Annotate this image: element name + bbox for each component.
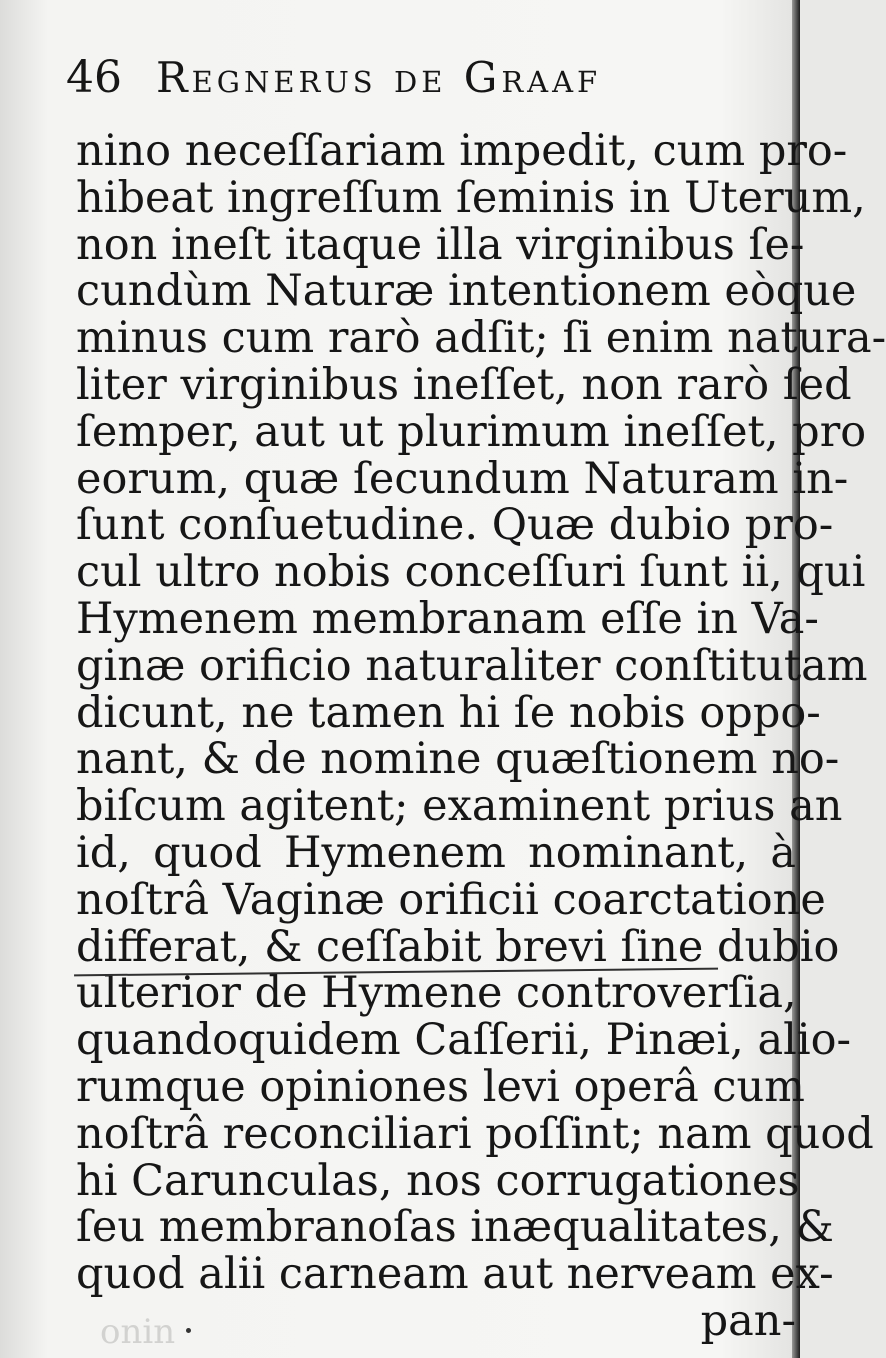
text-line: hi Carunculas, nos corrugationes (76, 1155, 800, 1206)
text-line: nant, & de nomine quæſtionem no- (76, 734, 840, 785)
page-header (66, 52, 601, 122)
page-number: 46 (66, 52, 122, 103)
text-line: noſtrâ reconciliari poſſint; nam quod (76, 1108, 874, 1159)
running-head: Regnerus de Graaf (156, 53, 602, 102)
text-line: ulterior de Hymene controverſia, (76, 968, 797, 1019)
text-line: biſcum agitent; examinent prius an (76, 781, 843, 832)
show-through-ink: onin (100, 1312, 176, 1352)
text-line: differat, & ceſſabit brevi ſine dubio (76, 921, 840, 972)
text-line: Hymenem membranam eſſe in Va- (76, 593, 819, 644)
body-text (76, 126, 886, 1346)
text-line-catchword: pan- (700, 1295, 796, 1346)
text-line: ſemper, aut ut plurimum ineſſet, pro (76, 406, 867, 457)
text-line: liter virginibus ineſſet, non rarò ſed (76, 359, 852, 410)
text-line: minus cum rarò adſit; ſi enim natura- (76, 313, 886, 364)
text-line: quandoquidem Caſſerii, Pinæi, alio- (76, 1015, 852, 1066)
text-line: ginæ orificio naturaliter conſtitutam (76, 640, 868, 691)
ink-speck (186, 1328, 191, 1333)
text-line: rumque opiniones levi operâ cum (76, 1061, 805, 1112)
text-line: noſtrâ Vaginæ orificii coarctatione (76, 874, 826, 925)
text-line: eorum, quæ ſecundum Naturam in- (76, 453, 849, 504)
text-line: dicunt, ne tamen hi ſe nobis oppo- (76, 687, 821, 738)
text-line: cul ultro nobis conceſſuri ſunt ii, qui (76, 547, 866, 598)
text-line: hibeat ingreſſum ſeminis in Uterum, (76, 172, 866, 223)
text-line: id, quod Hymenem nominant, à (76, 827, 796, 878)
text-line: ſeu membranoſas inæqualitates, & (76, 1202, 834, 1253)
text-line: nino neceſſariam impedit, cum pro- (76, 126, 848, 176)
text-line: quod alii carneam aut nerveam ex- (76, 1249, 834, 1300)
text-line: non ineſt itaque illa virginibus ſe- (76, 219, 805, 270)
text-line: ſunt conſuetudine. Quæ dubio pro- (76, 500, 834, 551)
text-line: cundùm Naturæ intentionem eòque (76, 266, 857, 317)
